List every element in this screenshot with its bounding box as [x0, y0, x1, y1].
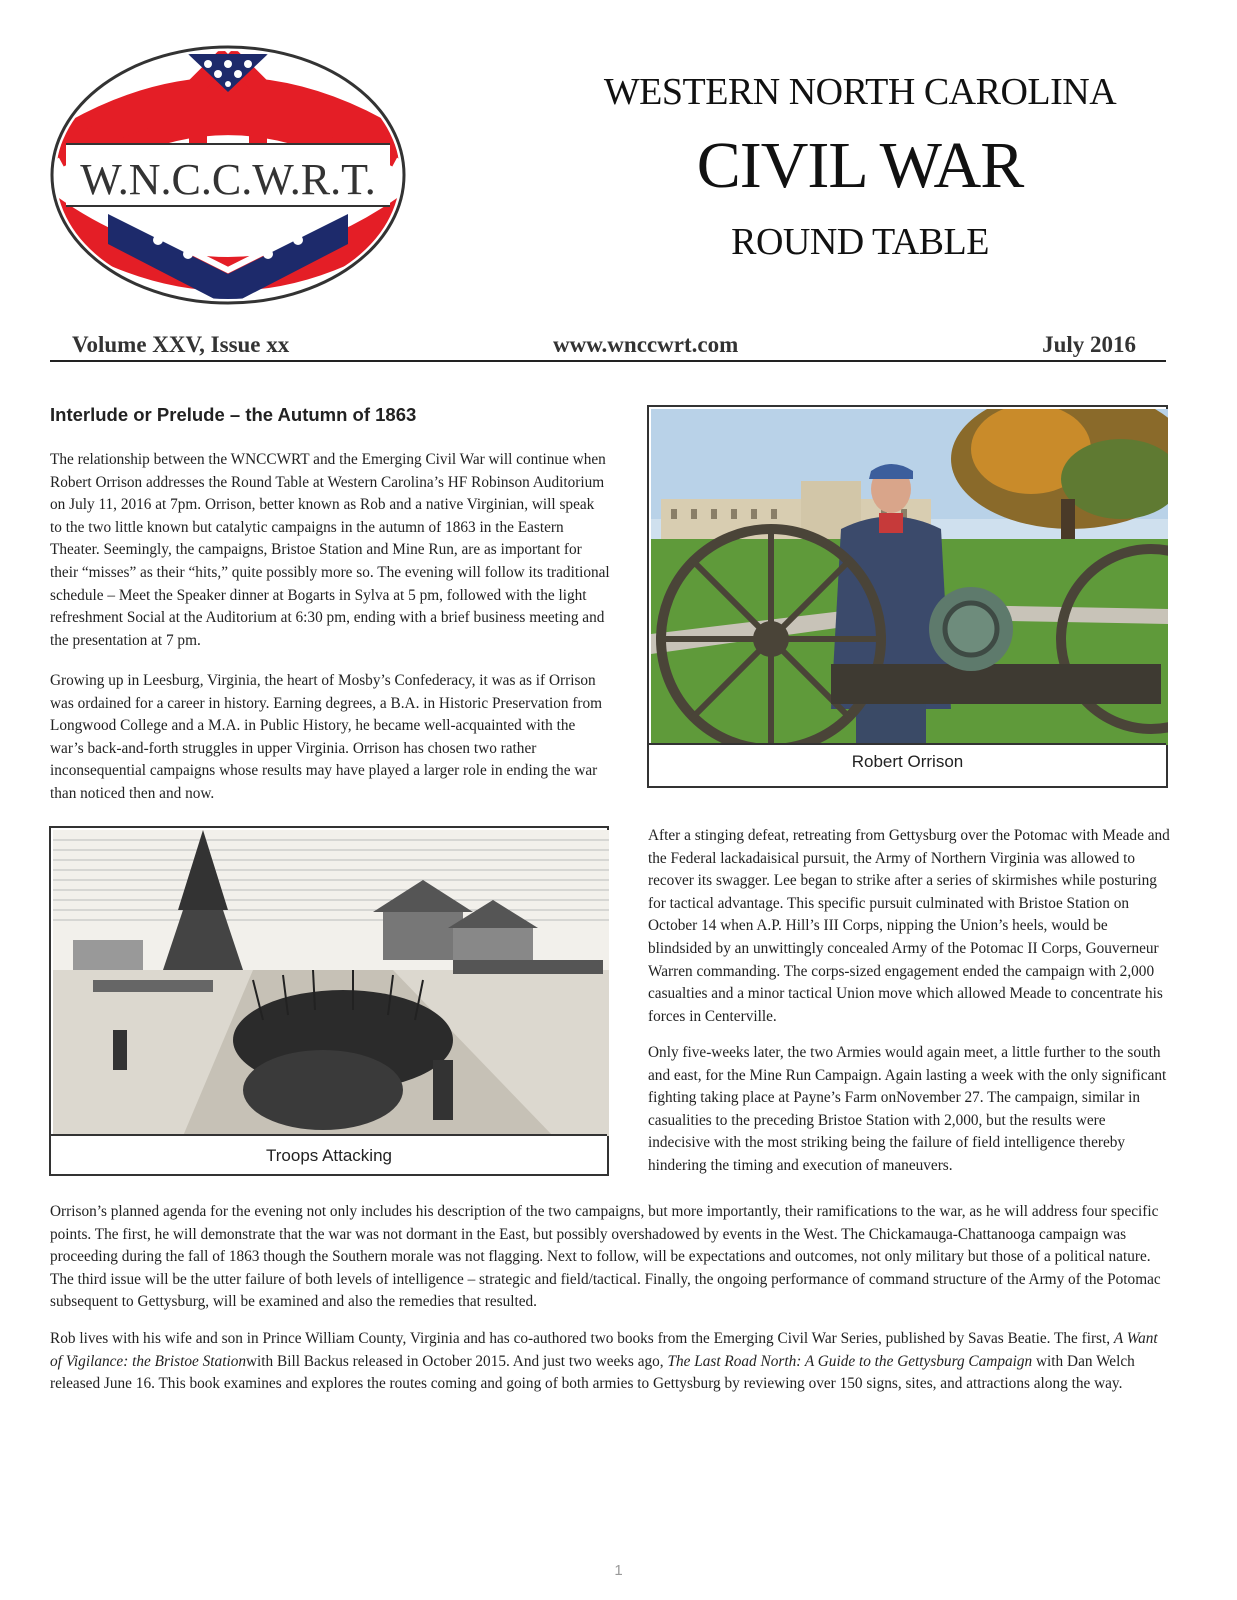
volume-issue: Volume XXV, Issue xx [72, 332, 290, 357]
masthead-line3: ROUND TABLE [731, 221, 989, 263]
article-paragraph-4: Only five-weeks later, the two Armies would again meet, a little further to the south and east, for the Mine Run Campaign. Again lasting a week with the only significant fighting taking place at Payne’s Farm onNovember 27. The campaign, similar in casualities to the preceding Bristoe Station with 2,000, but the results were indecisive with the most striking being the failure of field intelligence thereby hindering the timing and execution of maneuvers. [648, 1044, 1167, 1174]
caption-divider [51, 1134, 607, 1136]
photo-robert-orrison [647, 405, 1168, 788]
website-link[interactable]: www.wnccwrt.com [553, 332, 739, 357]
photo-troops-attacking [49, 826, 609, 1176]
photo2-caption: Troops Attacking [266, 1146, 392, 1165]
troops-engraving-image [53, 830, 609, 1136]
header-rule [50, 360, 1166, 362]
article-paragraph-5: Orrison’s planned agenda for the evening not only includes his description of the two campaigns, but more importantly, their ramifications to the war, as he will address four specific points. The first, he will demonstrate that the war was not dormant in the East, but possibly overshadowed by events in the West. The Chickamauga-Chattanooga campaign was proceeding during the fall of 1863 though the Southern morale was not flagging. Next to follow, will be expectations and outcomes, not only military but those of a political nature. The third issue will be the utter failure of both levels of intelligence – strategic and field/tactical. Finally, the ongoing performance of command structure of the Army of the Potomac subsequent to Gettysburg, will be examined and also the remedies that resulted. [50, 1203, 1161, 1311]
article-paragraph-2: Growing up in Leesburg, Virginia, the heart of Mosby’s Confederacy, it was as if Orrison was ordained for a career in history. Earning degrees, a B.A. in Historic Preservation from Longwood College and a M.A. in Public History, he became well-acquainted with the war’s back-and-forth struggles in upper Virginia. Orrison has chosen two rather inconsequential campaigns whose results may have played a larger role in ending the war than noticed then and now. [50, 672, 603, 802]
photo1-caption: Robert Orrison [851, 752, 964, 771]
p6-text-e: with Dan Welch released June 16. This book examines and explores the routes coming and going of both armies to Gettysburg by reviewing over 150 signs, sites, and attractions along the way. [50, 1352, 1135, 1393]
orrison-photo-image [651, 409, 1168, 745]
page-number: 1 [614, 1562, 623, 1579]
masthead-title: CIVIL WAR [696, 129, 1024, 202]
masthead-line1: WESTERN NORTH CAROLINA [603, 71, 1117, 113]
article-paragraph-6 [50, 1328, 1170, 1396]
article-paragraph-3: After a stinging defeat, retreating from Gettysburg over the Potomac with Meade and the Federal lackadaisical pursuit, the Army of Northern Virginia was allowed to recover its swagger. Lee began to strike after a series of skirmishes while posturing for tactical advantage. This specific pursuit culminated with Bristoe Station on October 14 when A.P. Hill’s III Corps, nipping the Union’s heels, would be blindsided by an unwittingly concealed Army of the Potomac II Corps, Gouverneur Warren commanding. The corps-sized engagement ended the campaign with 2,000 casualties and a minor tactical Union move which allowed Meade to concentrate his forces in Centerville. [648, 827, 1170, 1025]
article-paragraph-1: The relationship between the WNCCWRT and the Emerging Civil War will continue when Robert Orrison addresses the Round Table at Western Carolina’s HF Robinson Auditorium on July 11, 2016 at 7pm. Orrison, better known as Rob and a native Virginian, will speak to the two little known but catalytic campaigns in the autumn of 1863 in the Eastern Theater. Seemingly, the campaigns, Bristoe Station and Mine Run, are as important for their “misses” as their “hits,” quite possibly more so. The evening will follow its traditional schedule – Meet the Speaker dinner at Bogarts in Sylva at 5 pm, followed with the light refreshment Social at the Auditorium at 6:30 pm, ending with a brief business meeting and the presentation at 7 pm. [50, 451, 610, 649]
book-title-last-road-north: The Last Road North: A Guide to the Gettysburg Campaign [667, 1352, 1033, 1370]
book-title-bristoe: A Want of Vigilance: the Bristoe Station [50, 1330, 1158, 1370]
info-bar [50, 332, 1164, 362]
wnccwrt-logo [48, 44, 408, 306]
article-headline: Interlude or Prelude – the Autumn of 1863 [50, 404, 417, 425]
p6-text-a: Rob lives with his wife and son in Prince William County, Virginia and has co-authored two books from the Emerging Civil War Series, published by Savas Beatie. The first, [50, 1330, 1114, 1347]
p6-text-c: with Bill Backus released in October 2015. And just two weeks ago, [246, 1352, 668, 1370]
issue-date: July 2016 [1042, 332, 1136, 357]
caption-divider [649, 743, 1166, 745]
logo-text: W.N.C.C.W.R.T. [80, 155, 376, 204]
